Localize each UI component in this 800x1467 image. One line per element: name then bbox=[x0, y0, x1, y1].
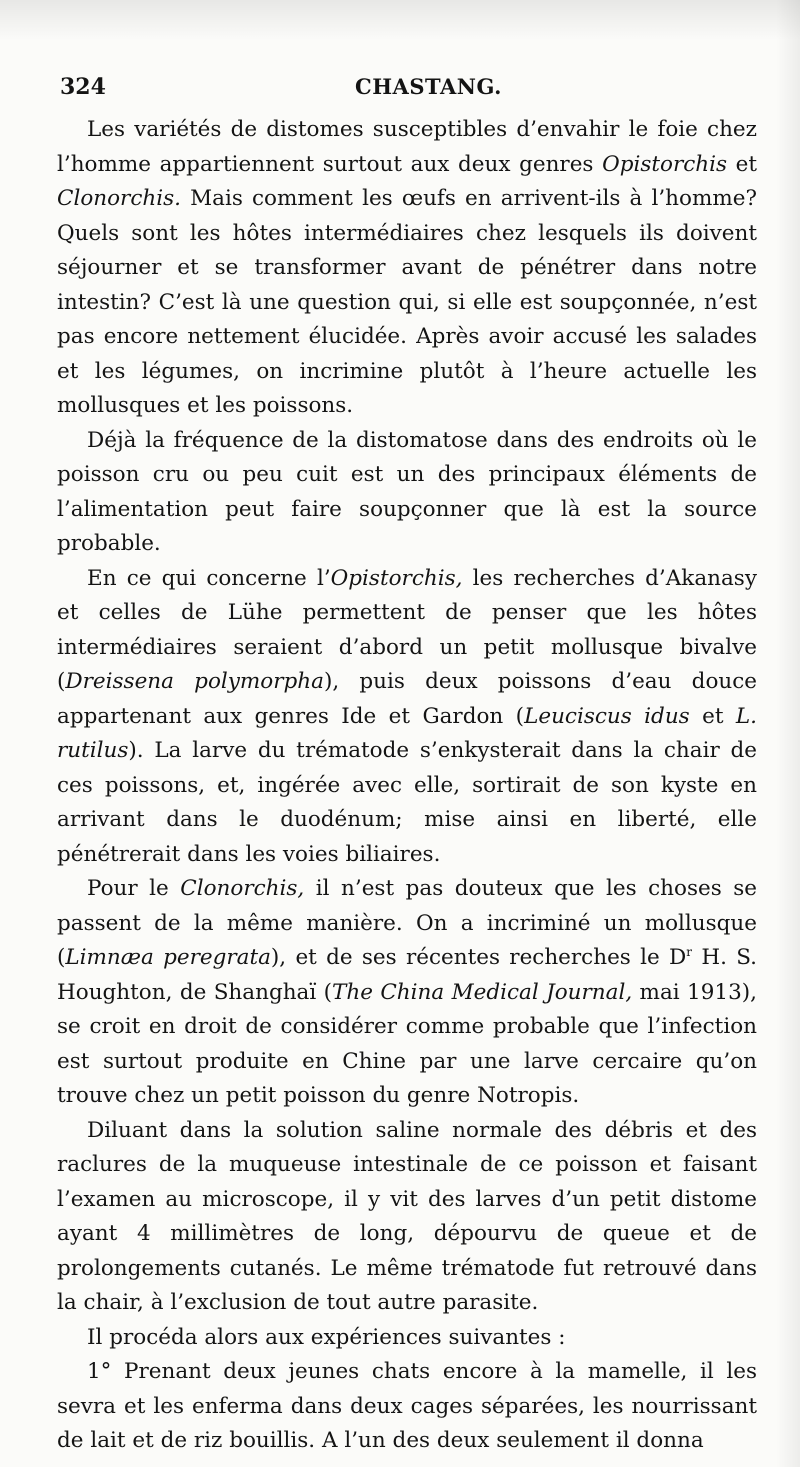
paragraph-6 bbox=[57, 1321, 757, 1356]
italic-journal-title: The China Medical Journal, bbox=[332, 979, 633, 1005]
page-edge-shadow bbox=[776, 0, 800, 1467]
italic-species-limnaea: Limnæa peregrata bbox=[65, 945, 271, 970]
body-text bbox=[57, 113, 757, 1459]
paragraph-text: Mais comment les œufs en arrivent-ils à l’homme? Quels sont les hôtes intermédiaires chez lesquels ils doivent séjourner et se transformer avant de pénétrer dans notre intestin? C’est là une question qui, si elle est soupçonnée, n’est pas encore nettement élucidée. Après avoir accusé les salades et les légumes, on incrimine plutôt à l’heure actuelle les mollusques et les poissons. bbox=[57, 186, 757, 418]
paragraph-text: ), et de ses récentes recherches le D bbox=[270, 945, 687, 970]
paragraph-7 bbox=[57, 1355, 757, 1459]
page-top-shadow bbox=[0, 0, 800, 40]
italic-species-rutilus: L. rutilus bbox=[57, 703, 757, 763]
title-superscript: r bbox=[686, 944, 693, 959]
paragraph-text: Il procéda alors aux expériences suivantes : bbox=[87, 1324, 566, 1350]
paragraph-text: il n’est pas douteux que les choses se passent de la même manière. On a incriminé un mollusque ( bbox=[57, 876, 757, 970]
paragraph-text: les recherches d’Akanasy et celles de Lühe permettent de penser que les hôtes intermédiaires seraient d’abord un petit mollusque bivalve ( bbox=[57, 565, 757, 694]
paragraph-text: et bbox=[727, 151, 757, 177]
paragraph-text: En ce qui concerne l’ bbox=[87, 565, 331, 591]
paragraph-text: mai 1913), se croit en droit de considérer comme probable que l’infection est surtout produite en Chine par une larve cercaire qu’on trouve chez un petit poisson du genre Notropis. bbox=[57, 979, 757, 1108]
paragraph-4 bbox=[57, 872, 757, 1114]
italic-genus-opistorchis: Opistorchis, bbox=[330, 565, 463, 591]
italic-genus-clonorchis: Clonorchis. bbox=[57, 186, 181, 211]
page-number: 324 bbox=[60, 74, 106, 100]
paragraph-text: H. S. Houghton, de Shanghaï ( bbox=[57, 945, 757, 1005]
paragraph-text: Les variétés de distomes susceptibles d’envahir le foie chez l’homme appartiennent surtout aux deux genres bbox=[57, 117, 757, 177]
paragraph-text: Déjà la fréquence de la distomatose dans des endroits où le poisson cru ou peu cuit est un des principaux éléments de l’alimentation peut faire soupçonner que là est la source probable. bbox=[57, 427, 757, 556]
italic-species-leuciscus: Leuciscus idus bbox=[524, 703, 690, 729]
paragraph-1 bbox=[57, 113, 757, 424]
italic-species-dreissena: Dreissena polymorpha bbox=[65, 669, 324, 694]
paragraph-text: et bbox=[689, 703, 736, 729]
page-header bbox=[60, 74, 760, 104]
paragraph-text: Pour le bbox=[87, 876, 181, 901]
paragraph-2 bbox=[57, 424, 757, 562]
paragraph-text: ), puis deux poissons d’eau douce appartenant aux genres Ide et Gardon ( bbox=[57, 669, 758, 729]
paragraph-5 bbox=[57, 1114, 757, 1321]
italic-genus-opistorchis: Opistorchis bbox=[602, 151, 728, 177]
paragraph-text: 1° Prenant deux jeunes chats encore à la mamelle, il les sevra et les enferma dans deux cages séparées, les nourrissant de lait et de riz bouillis. A l’un des deux seulement il donna bbox=[57, 1359, 757, 1453]
paragraph-text: ). La larve du trématode s’enkysterait dans la chair de ces poissons, et, ingérée avec elle, sortirait de son kyste en arrivant dans le duodénum; mise ainsi en liberté, elle pénétrerait dans les voies biliaires. bbox=[57, 738, 757, 867]
paragraph-text: Diluant dans la solution saline normale des débris et des raclures de la muqueuse intestinale de ce poisson et faisant l’examen au microscope, il y vit des larves d’un petit distome ayant 4 millimètres de long, dépourvu de queue et de prolongements cutanés. Le même trématode fut retrouvé dans la chair, à l’exclusion de tout autre parasite. bbox=[57, 1117, 757, 1315]
running-head: CHASTANG. bbox=[355, 74, 502, 99]
paragraph-3 bbox=[57, 562, 757, 873]
italic-genus-clonorchis: Clonorchis, bbox=[180, 876, 305, 901]
